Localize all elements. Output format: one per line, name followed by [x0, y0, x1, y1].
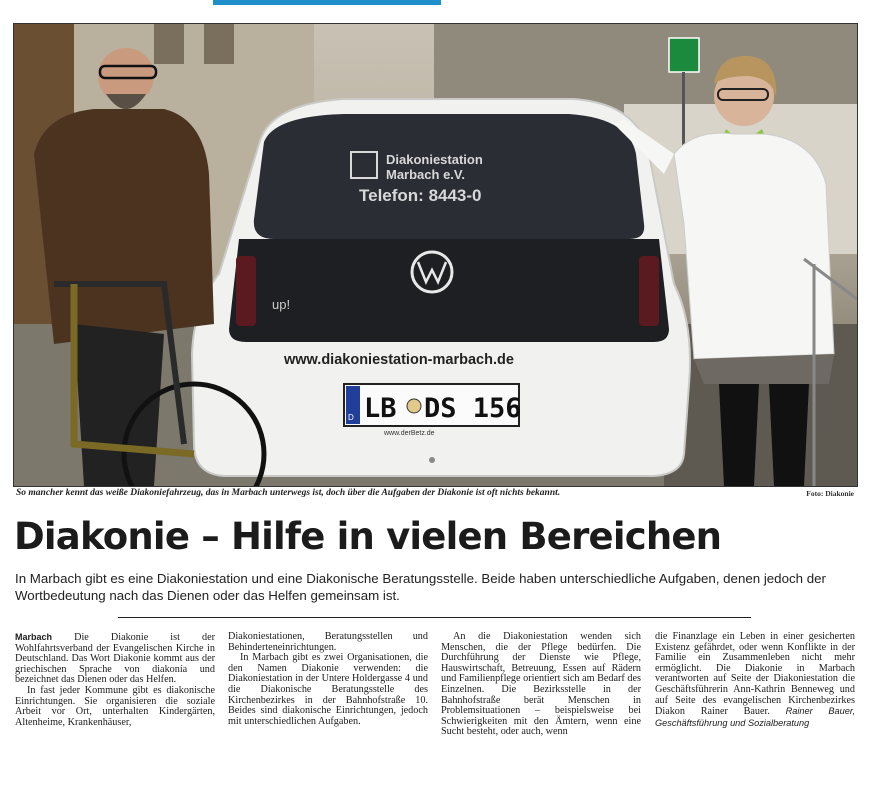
car-model-badge: up! — [272, 297, 291, 312]
subheadline: In Marbach gibt es eine Diakoniestation und eine Diakonische Beratungsstelle. Beide haben unterschiedliche Aufgaben, denen jedoch der Wortbedeutung nach das Dienen oder das Helfen gemeinsam ist. — [15, 571, 826, 603]
paragraph: die Finanzlage ein Leben in einer gesicherten Existenz gefährdet, oder wenn Konflikte in der Familie ein Zusammenleben nicht mehr ermöglicht. Die Diakonie in Marbach verantworten auf Seite der Diakoniestation die Geschäftsführerin Ann-Kathrin Benneweg und auf Seite des evangelischen Kirchenbezirkes Diakon Rainer Bauer. — [655, 631, 855, 718]
paragraph: An die Diakoniestation wenden sich Menschen, die der Pflege bedürfen. Die Durchführung der Dienste wie Pflege, Hauswirtschaft, Betreuung, Essen auf Rädern und Familienpflege orientiert sich am Bedarf des Einzelnen. Die Bezirksstelle in der Bahnhofstraße berät Menschen in Problemsituationen – beispielsweise bei Schwierigkeiten mit den Ämtern, wenn eine Sucht besteht, oder auch, wenn — [441, 631, 641, 738]
paragraph: Diakoniestationen, Beratungsstellen und Behinderteneinrichtungen. — [228, 631, 428, 653]
article-column-2 — [228, 632, 428, 727]
plate-country: D — [348, 413, 354, 422]
article-column-1 — [15, 632, 215, 728]
author-credit: Rainer Bauer, Geschäftsführung und Sozialberatung — [655, 706, 855, 728]
car-window-text-3: Telefon: 8443-0 — [359, 186, 482, 205]
car-web-text: www.diakoniestation-marbach.de — [284, 352, 514, 368]
paragraph: In Marbach gibt es zwei Organisationen, die den Namen Diakonie verwenden: die Diakoniestation in der Untere Holdergasse 4 und die Diakonische Beratungsstelle des Kirchenbezirkes in der Bahnhofstraße 10. Beides sind diakonische Einrichtungen, jedoch mit unterschiedlichen Aufgaben. — [228, 652, 428, 727]
section-accent-bar — [213, 0, 441, 5]
article-column-3 — [441, 632, 641, 738]
car-window-text-2: Marbach e.V. — [386, 167, 466, 182]
photo-caption: So mancher kennt das weiße Diakoniefahrzeug, das in Marbach unterwegs ist, doch über die Aufgaben der Diakonie ist oft nichts bekannt. — [16, 488, 561, 498]
plate-left: LB — [364, 393, 397, 424]
plate-right: DS 156 — [424, 393, 522, 424]
paragraph: Die Diakonie ist der Wohlfahrtsverband der Evangelischen Kirche in Deutschland. Das Wort Diakonie kommt aus der griechischen Sprache von diakonía und bezeichnet das Dienen oder das Helfen. — [15, 632, 216, 686]
article-column-4 — [655, 632, 855, 729]
photo-illustration — [14, 24, 857, 486]
car-window-text-1: Diakoniestation — [386, 152, 483, 167]
paragraph: In fast jeder Kommune gibt es diakonische Einrichtungen. Sie organisieren die soziale Arbeit vor Ort, unterhalten Kindergärten, Altenheime, Krankenhäuser, — [15, 684, 215, 728]
dateline: Marbach — [15, 632, 53, 642]
plate-frame: www.derBetz.de — [384, 430, 435, 437]
article-photo — [13, 23, 858, 487]
article-body — [15, 632, 857, 782]
separator-rule — [118, 617, 751, 618]
headline: Diakonie – Hilfe in vielen Bereichen — [14, 515, 722, 558]
photo-credit: Foto: Diakonie — [806, 489, 854, 498]
